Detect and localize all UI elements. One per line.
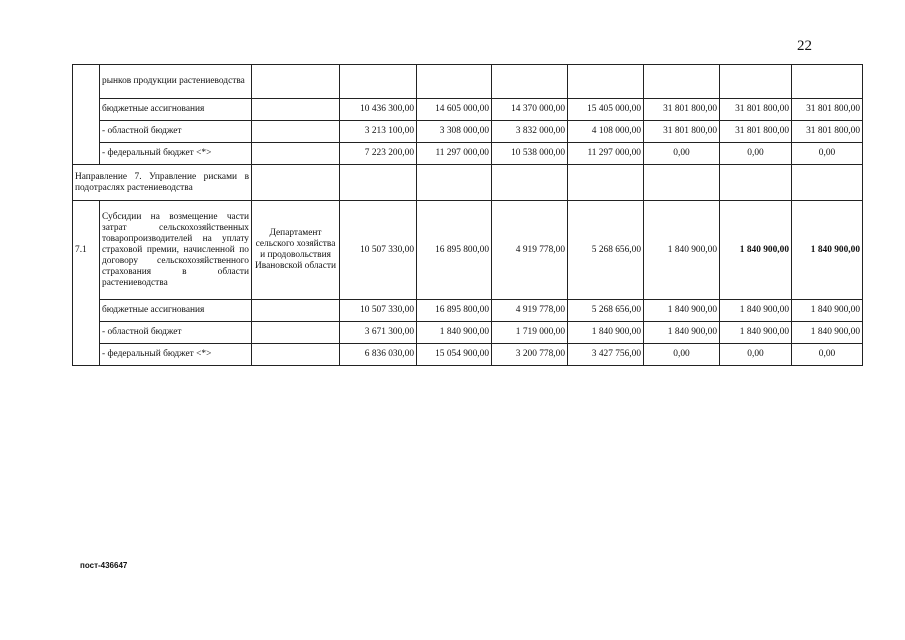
row-label: - областной бюджет <box>100 322 252 344</box>
value-cell: 3 671 300,00 <box>340 322 417 344</box>
value-cell: 1 840 900,00 <box>792 201 863 300</box>
value-cell: 4 919 778,00 <box>492 300 568 322</box>
value-cell: 0,00 <box>792 344 863 366</box>
table-row <box>73 99 863 121</box>
value-cell: 5 268 656,00 <box>568 201 644 300</box>
item-executor: Департамент сельского хозяйства и продовольствия Ивановской области <box>252 201 340 300</box>
value-cell: 3 308 000,00 <box>417 121 492 143</box>
value-cell: 16 895 800,00 <box>417 201 492 300</box>
value-cell: 3 200 778,00 <box>492 344 568 366</box>
value-cell: 11 297 000,00 <box>568 143 644 165</box>
value-cell: 10 436 300,00 <box>340 99 417 121</box>
value-cell: 16 895 800,00 <box>417 300 492 322</box>
value-cell: 10 507 330,00 <box>340 201 417 300</box>
table-row <box>73 143 863 165</box>
value-cell: 1 840 900,00 <box>720 300 792 322</box>
value-cell: 31 801 800,00 <box>720 121 792 143</box>
value-cell: 1 719 000,00 <box>492 322 568 344</box>
value-cell: 1 840 900,00 <box>720 201 792 300</box>
value-cell: 0,00 <box>720 143 792 165</box>
direction-heading: Направление 7. Управление рисками в подотраслях растениеводства <box>73 165 252 201</box>
value-cell: 1 840 900,00 <box>568 322 644 344</box>
value-cell: 5 268 656,00 <box>568 300 644 322</box>
document-code: пост-436647 <box>80 561 128 570</box>
row-label: - областной бюджет <box>100 121 252 143</box>
value-cell: 3 213 100,00 <box>340 121 417 143</box>
value-cell: 15 405 000,00 <box>568 99 644 121</box>
value-cell: 7 223 200,00 <box>340 143 417 165</box>
value-cell: 15 054 900,00 <box>417 344 492 366</box>
value-cell: 14 605 000,00 <box>417 99 492 121</box>
budget-table <box>72 64 863 366</box>
value-cell: 31 801 800,00 <box>792 121 863 143</box>
item-label: Субсидии на возмещение части затрат сельскохозяйственных товаропроизводителей на уплату страховой премии, начисленной по договору сельскохозяйственного страхования в области растениеводства <box>100 201 252 300</box>
row-label: - федеральный бюджет <*> <box>100 344 252 366</box>
value-cell: 31 801 800,00 <box>792 99 863 121</box>
row-label: рынков продукции растениеводства <box>100 65 252 99</box>
value-cell: 6 836 030,00 <box>340 344 417 366</box>
value-cell: 4 919 778,00 <box>492 201 568 300</box>
value-cell: 10 507 330,00 <box>340 300 417 322</box>
row-label: - федеральный бюджет <*> <box>100 143 252 165</box>
value-cell: 31 801 800,00 <box>644 99 720 121</box>
value-cell: 3 427 756,00 <box>568 344 644 366</box>
table-row <box>73 344 863 366</box>
value-cell: 31 801 800,00 <box>720 99 792 121</box>
item-number: 7.1 <box>73 201 100 300</box>
value-cell: 0,00 <box>720 344 792 366</box>
value-cell: 31 801 800,00 <box>644 121 720 143</box>
value-cell: 0,00 <box>792 143 863 165</box>
value-cell: 10 538 000,00 <box>492 143 568 165</box>
value-cell: 1 840 900,00 <box>644 300 720 322</box>
value-cell: 1 840 900,00 <box>792 322 863 344</box>
table-row <box>73 165 863 201</box>
row-label: бюджетные ассигнования <box>100 99 252 121</box>
value-cell: 14 370 000,00 <box>492 99 568 121</box>
value-cell: 0,00 <box>644 344 720 366</box>
page-number: 22 <box>797 38 812 54</box>
table-row <box>73 300 863 322</box>
table-row <box>73 121 863 143</box>
value-cell: 11 297 000,00 <box>417 143 492 165</box>
table-row <box>73 322 863 344</box>
row-label: бюджетные ассигнования <box>100 300 252 322</box>
table-row <box>73 201 863 300</box>
value-cell: 1 840 900,00 <box>644 201 720 300</box>
value-cell: 3 832 000,00 <box>492 121 568 143</box>
value-cell: 1 840 900,00 <box>720 322 792 344</box>
value-cell: 4 108 000,00 <box>568 121 644 143</box>
table-row <box>73 65 863 99</box>
value-cell: 0,00 <box>644 143 720 165</box>
value-cell: 1 840 900,00 <box>644 322 720 344</box>
value-cell: 1 840 900,00 <box>792 300 863 322</box>
value-cell: 1 840 900,00 <box>417 322 492 344</box>
